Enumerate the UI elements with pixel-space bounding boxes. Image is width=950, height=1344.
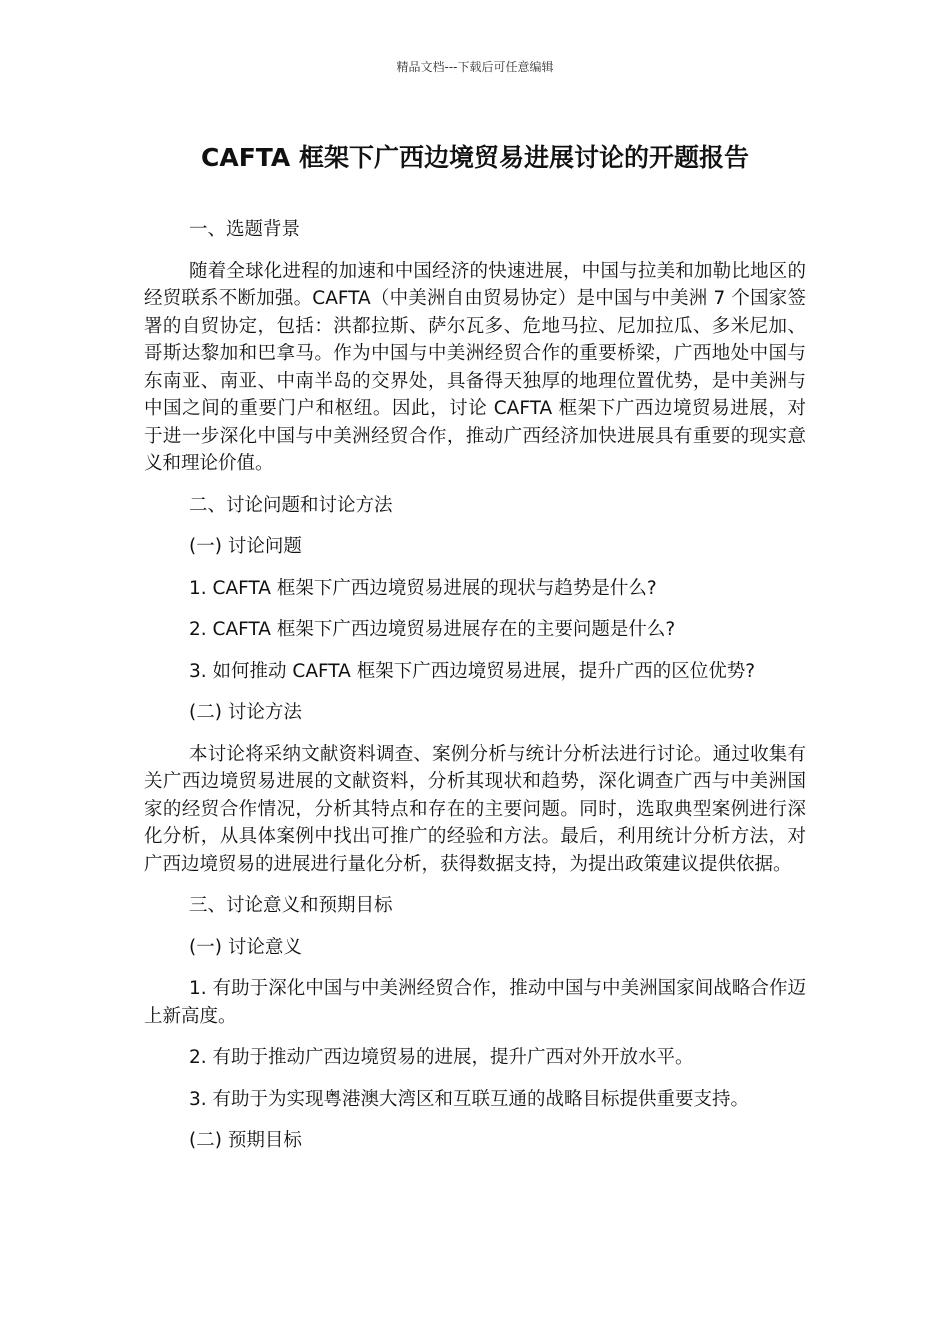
significance-item-2: 2. 有助于推动广西边境贸易的进展，提升广西对外开放水平。	[189, 1047, 694, 1068]
subheading-questions: (一) 讨论问题	[189, 536, 302, 557]
section-heading-questions-methods: 二、讨论问题和讨论方法	[189, 494, 393, 516]
question-item-2: 2. CAFTA 框架下广西边境贸易进展存在的主要问题是什么?	[189, 619, 676, 640]
document-body	[144, 216, 806, 1169]
document-title: CAFTA 框架下广西边境贸易进展讨论的开题报告	[201, 143, 749, 172]
paragraph-methods: 本讨论将采纳文献资料调查、案例分析与统计分析法进行讨论。通过收集有关广西边境贸易进展的文献资料，分析其现状和趋势，深化调查广西与中美洲国家的经贸合作情况，分析其特点和存在的主要问题。同时，选取典型案例进行深化分析，从具体案例中找出可推广的经验和方法。最后，利用统计分析方法，对广西边境贸易的进展进行量化分析，获得数据支持，为提出政策建议提供依据。	[144, 743, 806, 875]
subheading-methods: (二) 讨论方法	[189, 702, 302, 723]
question-item-1: 1. CAFTA 框架下广西边境贸易进展的现状与趋势是什么?	[189, 577, 657, 599]
header-note: 精品文档---下载后可任意编辑	[396, 60, 554, 74]
significance-item-3: 3. 有助于为实现粤港澳大湾区和互联互通的战略目标提供重要支持。	[189, 1088, 750, 1110]
subheading-significance: (一) 讨论意义	[189, 936, 302, 958]
question-item-3: 3. 如何推动 CAFTA 框架下广西边境贸易进展，提升广西的区位优势?	[189, 660, 756, 682]
significance-item-1: 1. 有助于深化中国与中美洲经贸合作，推动中国与中美洲国家间战略合作迈上新高度。	[144, 978, 806, 1027]
subheading-goals: (二) 预期目标	[189, 1130, 302, 1151]
section-heading-significance-goals: 三、讨论意义和预期目标	[189, 895, 393, 916]
paragraph-background: 随着全球化进程的加速和中国经济的快速进展，中国与拉美和加勒比地区的经贸联系不断加强。CAFTA（中美洲自由贸易协定）是中国与中美洲 7 个国家签署的自贸协定，包括：洪都拉斯、萨尔瓦多、危地马拉、尼加拉瓜、多米尼加、哥斯达黎加和巴拿马。作为中国与中美洲经贸合作的重要桥梁，广西地处中国与东南亚、南亚、中南半岛的交界处，具备得天独厚的地理位置优势，是中美洲与中国之间的重要门户和枢纽。因此，讨论 CAFTA 框架下广西边境贸易进展，对于进一步深化中国与中美洲经贸合作，推动广西经济加快进展具有重要的现实意义和理论价值。	[144, 260, 806, 474]
section-heading-background: 一、选题背景	[189, 219, 301, 240]
